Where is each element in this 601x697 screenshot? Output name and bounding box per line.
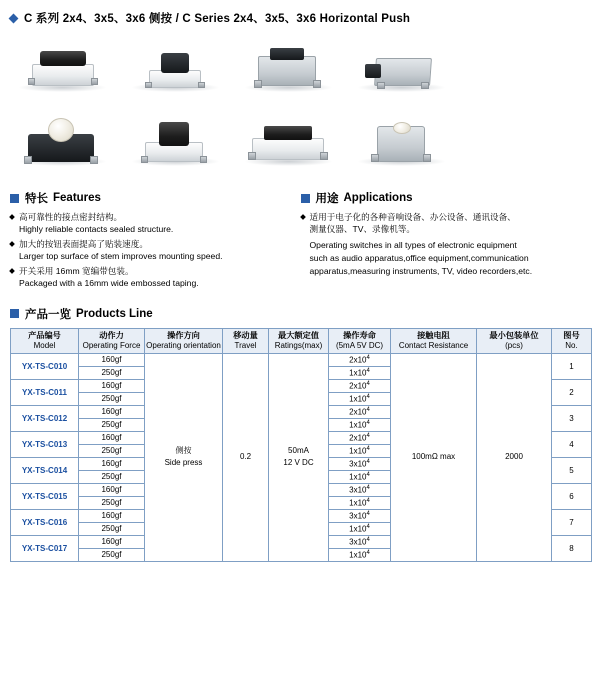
- cell-force: 160gf: [79, 379, 145, 392]
- switch-pin: [198, 82, 205, 88]
- cell-model: YX-TS-C013: [11, 431, 79, 457]
- switch-stem: [40, 51, 86, 66]
- products-table-body: [11, 353, 592, 561]
- life-value: 3x10: [349, 485, 367, 495]
- applications-column: [301, 190, 592, 292]
- feature-text-en: Packaged with a 16mm wide embossed taping.: [19, 278, 199, 289]
- cell-figure: 6: [552, 483, 592, 509]
- feature-item: [10, 238, 291, 263]
- cell-force: 250gf: [79, 418, 145, 431]
- life-value: 1x10: [349, 550, 367, 560]
- cell-figure: 2: [552, 379, 592, 405]
- cell-life: [329, 444, 391, 457]
- col-header-ratings: [269, 328, 329, 353]
- switch-dome: [393, 122, 411, 134]
- cell-life: [329, 418, 391, 431]
- life-exponent: 4: [366, 433, 370, 440]
- life-value: 2x10: [349, 407, 367, 417]
- col-header-life-en: (5mA 5V DC): [335, 340, 384, 350]
- switch-pin: [377, 82, 385, 89]
- life-exponent: 4: [366, 524, 370, 531]
- col-header-packing-en: (pcs): [505, 340, 523, 350]
- switch-pin: [248, 152, 256, 160]
- life-exponent: 4: [366, 381, 370, 388]
- life-exponent: 4: [366, 368, 370, 375]
- applications-list: [301, 211, 582, 278]
- application-text-cn-line2: 测量仪器、TV、录像机等。: [309, 224, 416, 235]
- cell-life: [329, 496, 391, 509]
- switch-dome: [48, 118, 74, 142]
- switch-body: [252, 138, 324, 160]
- diamond-bullet-icon: [9, 13, 19, 23]
- switch-photo-4: [349, 34, 454, 102]
- application-text-en-line2: such as audio apparatus,office equipment,communication: [309, 253, 529, 264]
- switch-pin: [421, 82, 429, 89]
- col-header-ratings-cn: 最大额定值: [278, 330, 319, 340]
- cell-figure: 3: [552, 405, 592, 431]
- switch-photo-3: [236, 34, 341, 102]
- cell-life: [329, 522, 391, 535]
- cell-life: [329, 457, 391, 470]
- application-text-en-line3: apparatus,measuring instruments, TV, video recorders,etc.: [309, 266, 533, 277]
- cell-orientation: [145, 353, 223, 561]
- product-image-row-1: [10, 34, 591, 102]
- col-header-orientation-en: Operating orientation: [146, 340, 221, 350]
- cell-life: [329, 483, 391, 496]
- col-header-packing: [477, 328, 552, 353]
- life-value: 1x10: [349, 420, 367, 430]
- cell-life: [329, 366, 391, 379]
- products-line-title-cn: 产品一览: [25, 308, 71, 321]
- cell-model: YX-TS-C016: [11, 509, 79, 535]
- switch-pin: [200, 156, 207, 163]
- col-header-travel: [223, 328, 269, 353]
- feature-text-cn: 开关采用 16mm 宽编带包装。: [10, 265, 291, 277]
- product-image-gallery: [0, 34, 601, 176]
- feature-text-cn: 加大的按钮表面提高了贴装速度。: [10, 238, 291, 250]
- features-title-cn: 特长: [25, 193, 48, 205]
- cell-force: 160gf: [79, 405, 145, 418]
- switch-pin: [24, 156, 32, 164]
- cell-life: [329, 405, 391, 418]
- products-table: [10, 328, 592, 562]
- life-value: 2x10: [349, 433, 367, 443]
- life-value: 1x10: [349, 394, 367, 404]
- cell-ratings: [269, 353, 329, 561]
- switch-stem: [365, 64, 381, 78]
- switch-photo-5: [10, 108, 115, 176]
- col-header-model-cn: 产品编号: [28, 330, 61, 340]
- col-header-force-en: Operating Force: [82, 340, 141, 350]
- switch-stem: [264, 126, 312, 140]
- switch-pin: [320, 152, 328, 160]
- cell-life: [329, 509, 391, 522]
- life-exponent: 4: [366, 511, 370, 518]
- features-heading: [10, 190, 291, 206]
- switch-photo-6: [123, 108, 228, 176]
- cell-packing: 2000: [477, 353, 552, 561]
- col-header-figure-cn: 图号: [563, 330, 580, 340]
- cell-life: [329, 353, 391, 366]
- cell-force: 250gf: [79, 392, 145, 405]
- features-applications-section: [0, 190, 601, 292]
- life-value: 1x10: [349, 472, 367, 482]
- page-header: [0, 0, 601, 26]
- cell-figure: 1: [552, 353, 592, 379]
- feature-item: [10, 211, 291, 236]
- life-value: 3x10: [349, 459, 367, 469]
- switch-body: [258, 56, 316, 86]
- life-value: 1x10: [349, 524, 367, 534]
- feature-item: [10, 265, 291, 290]
- cell-life: [329, 379, 391, 392]
- life-exponent: 4: [366, 420, 370, 427]
- life-exponent: 4: [366, 394, 370, 401]
- cell-life: [329, 392, 391, 405]
- cell-force: 160gf: [79, 483, 145, 496]
- switch-stem: [159, 122, 189, 146]
- life-value: 1x10: [349, 368, 367, 378]
- cell-life: [329, 548, 391, 561]
- feature-text-en: Larger top surface of stem improves mounting speed.: [19, 251, 223, 262]
- cell-force: 250gf: [79, 444, 145, 457]
- switch-photo-2: [123, 34, 228, 102]
- cell-life: [329, 535, 391, 548]
- page-title: C 系列 2x4、3x5、3x6 侧按 / C Series 2x4、3x5、3x6 Horizontal Push: [24, 13, 411, 25]
- cell-model: YX-TS-C011: [11, 379, 79, 405]
- switch-pin: [371, 154, 379, 162]
- cell-figure: 8: [552, 535, 592, 561]
- square-bullet-icon: [10, 309, 19, 318]
- life-exponent: 4: [366, 537, 370, 544]
- life-exponent: 4: [366, 407, 370, 414]
- ratings-current: 50mA: [288, 446, 309, 456]
- col-header-ratings-en: Ratings(max): [274, 340, 323, 350]
- col-header-life: [329, 328, 391, 353]
- switch-pin: [90, 156, 98, 164]
- square-bullet-icon: [10, 194, 19, 203]
- col-header-force-cn: 动作力: [99, 330, 124, 340]
- life-exponent: 4: [366, 485, 370, 492]
- cell-model: YX-TS-C012: [11, 405, 79, 431]
- life-exponent: 4: [366, 355, 370, 362]
- switch-stem: [161, 53, 189, 73]
- ratings-voltage: 12 V DC: [283, 458, 314, 468]
- cell-contact-resistance: 100mΩ max: [391, 353, 477, 561]
- life-value: 1x10: [349, 446, 367, 456]
- cell-model: YX-TS-C010: [11, 353, 79, 379]
- life-exponent: 4: [366, 472, 370, 479]
- switch-pin: [28, 78, 35, 85]
- feature-text-en: Highly reliable contacts sealed structure.: [19, 224, 174, 235]
- applications-title-cn: 用途: [315, 193, 339, 205]
- col-header-contact-resistance: [391, 328, 477, 353]
- switch-pin: [145, 82, 152, 88]
- switch-pin: [141, 156, 148, 163]
- applications-heading: [301, 190, 582, 206]
- cell-force: 250gf: [79, 496, 145, 509]
- table-row: [11, 353, 592, 366]
- application-text-cn-line1: 适用于电子化的各种音响设备、办公设备、通讯设备、: [301, 211, 582, 223]
- cell-force: 250gf: [79, 522, 145, 535]
- life-exponent: 4: [366, 550, 370, 557]
- cell-force: 160gf: [79, 535, 145, 548]
- switch-stem: [270, 48, 304, 60]
- cell-force: 160gf: [79, 457, 145, 470]
- orientation-en: Side press: [164, 458, 203, 468]
- cell-model: YX-TS-C015: [11, 483, 79, 509]
- col-header-travel-cn: 移动量: [233, 330, 258, 340]
- switch-photo-1: [10, 34, 115, 102]
- product-image-row-2: [10, 108, 591, 176]
- switch-pin: [254, 80, 262, 88]
- life-value: 3x10: [349, 511, 367, 521]
- feature-text-cn: 高可靠性的接点密封结构。: [10, 211, 291, 223]
- col-header-packing-cn: 最小包装单位: [489, 330, 539, 340]
- table-header-row: [11, 328, 592, 353]
- cell-model: YX-TS-C017: [11, 535, 79, 561]
- products-line-title-en: Products Line: [76, 307, 153, 320]
- life-value: 2x10: [349, 381, 367, 391]
- switch-photo-7: [236, 108, 341, 176]
- col-header-contact-resistance-cn: 接触电阻: [417, 330, 450, 340]
- col-header-orientation: [145, 328, 223, 353]
- cell-travel: 0.2: [223, 353, 269, 561]
- applications-title-en: Applications: [343, 192, 413, 204]
- life-exponent: 4: [366, 459, 370, 466]
- switch-pin: [313, 80, 321, 88]
- features-list: [10, 211, 291, 290]
- col-header-orientation-cn: 操作方向: [167, 330, 200, 340]
- col-header-model-en: Model: [33, 340, 56, 350]
- square-bullet-icon: [301, 194, 310, 203]
- cell-force: 160gf: [79, 509, 145, 522]
- cell-life: [329, 470, 391, 483]
- application-text-en-line1: Operating switches in all types of electronic equipment: [309, 240, 517, 251]
- life-exponent: 4: [366, 498, 370, 505]
- col-header-figure-en: No.: [565, 340, 578, 350]
- life-exponent: 4: [366, 446, 370, 453]
- cell-model: YX-TS-C014: [11, 457, 79, 483]
- cell-force: 250gf: [79, 470, 145, 483]
- cell-force: 160gf: [79, 353, 145, 366]
- switch-pin: [423, 154, 431, 162]
- col-header-figure: [552, 328, 592, 353]
- col-header-force: [79, 328, 145, 353]
- life-value: 3x10: [349, 537, 367, 547]
- cell-force: 160gf: [79, 431, 145, 444]
- switch-photo-8: [349, 108, 454, 176]
- switch-pin: [91, 78, 98, 85]
- products-line-heading: [10, 306, 601, 322]
- cell-force: 250gf: [79, 366, 145, 379]
- cell-life: [329, 431, 391, 444]
- switch-body: [32, 64, 94, 86]
- col-header-travel-en: Travel: [234, 340, 257, 350]
- col-header-model: [11, 328, 79, 353]
- orientation-cn: 侧按: [175, 446, 192, 456]
- life-value: 2x10: [349, 355, 367, 365]
- features-title-en: Features: [53, 192, 101, 204]
- col-header-contact-resistance-en: Contact Resistance: [398, 340, 469, 350]
- cell-figure: 5: [552, 457, 592, 483]
- col-header-life-cn: 操作寿命: [343, 330, 376, 340]
- cell-figure: 4: [552, 431, 592, 457]
- life-value: 1x10: [349, 498, 367, 508]
- cell-force: 250gf: [79, 548, 145, 561]
- cell-figure: 7: [552, 509, 592, 535]
- features-column: [10, 190, 301, 292]
